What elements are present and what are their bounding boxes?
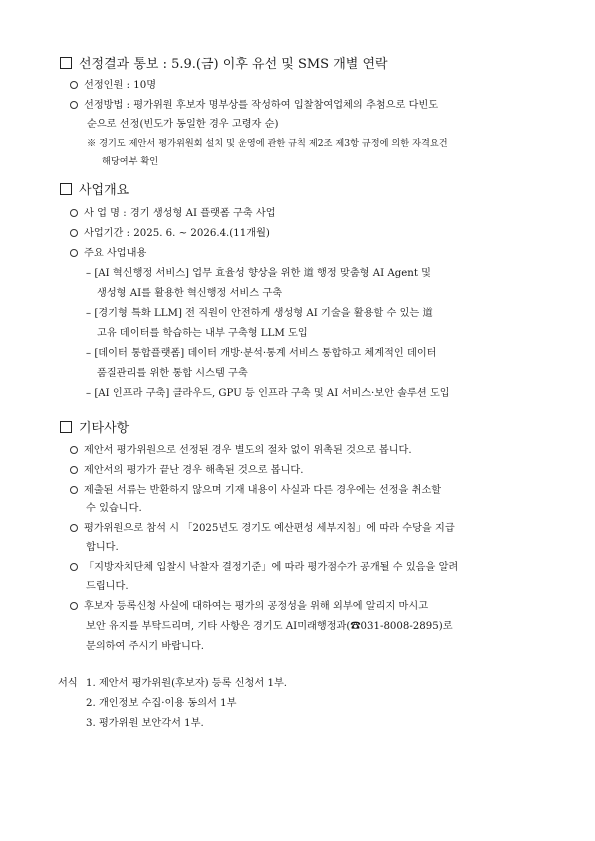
dash-item-continuation: 고유 데이터를 학습하는 내부 구축형 LLM 도입 xyxy=(97,328,308,339)
checkbox-square-icon xyxy=(60,183,72,195)
checkbox-square-icon xyxy=(60,57,72,69)
circle-bullet-icon xyxy=(70,101,78,109)
list-item: 「지방자치단체 입찰시 낙찰자 결정기준」에 따라 평가점수가 공개될 수 있음을 알려 xyxy=(70,561,458,575)
list-item: 사업기간 : 2025. 6. ~ 2026.4.(11개월) xyxy=(70,227,270,241)
list-item-continuation: 보안 유지를 부탁드리며, 기타 사항은 경기도 AI미래행정과(☎031-8008-2895)로 xyxy=(86,621,453,632)
form-item: 1. 제안서 평가위원(후보자) 등록 신청서 1부. xyxy=(86,678,288,689)
circle-bullet-icon xyxy=(70,486,78,494)
dash-item: – [AI 인프라 구축] 클라우드, GPU 등 인프라 구축 및 AI 서비스·보안 솔루션 도입 xyxy=(86,388,450,399)
section-title: 선정결과 통보 : 5.9.(금) 이후 유선 및 SMS 개별 연락 xyxy=(79,57,388,72)
list-item: 평가위원으로 참석 시 「2025년도 경기도 예산편성 세부지침」에 따라 수당을 지급 xyxy=(70,522,455,536)
dash-item: – [AI 혁신행정 서비스] 업무 효율성 향상을 위한 道 행정 맞춤형 AI Agent 및 xyxy=(86,268,431,279)
circle-bullet-icon xyxy=(70,524,78,532)
section-other-matters xyxy=(60,420,129,437)
circle-bullet-icon xyxy=(70,602,78,610)
list-item-continuation: 순으로 선정(빈도가 동일한 경우 고령자 순) xyxy=(87,119,279,130)
list-item-continuation: 수 있습니다. xyxy=(86,503,142,514)
list-item: 후보자 등록신청 사실에 대하여는 평가의 공정성을 위해 외부에 알리지 마시고 xyxy=(70,600,428,614)
list-item: 선정인원 : 10명 xyxy=(70,79,156,93)
list-item-continuation: 합니다. xyxy=(86,542,119,553)
circle-bullet-icon xyxy=(70,209,78,217)
circle-bullet-icon xyxy=(70,563,78,571)
list-item: 주요 사업내용 xyxy=(70,247,146,261)
list-item-continuation: 문의하여 주시기 바랍니다. xyxy=(86,641,204,652)
section-title: 기타사항 xyxy=(79,421,130,436)
forms-label: 서식 xyxy=(58,678,78,689)
circle-bullet-icon xyxy=(70,81,78,89)
note-continuation: 해당여부 확인 xyxy=(102,156,159,167)
dash-item-continuation: 생성형 AI를 활용한 혁신행정 서비스 구축 xyxy=(97,288,283,299)
dash-item: – [경기형 특화 LLM] 전 직원이 안전하게 생성형 AI 기술을 활용할 수 있는 道 xyxy=(86,308,433,319)
section-title: 사업개요 xyxy=(79,183,130,198)
section-business-overview xyxy=(60,182,129,199)
dash-item: – [데이터 통합플랫폼] 데이터 개방·분석·통계 서비스 통합하고 체계적인 데이터 xyxy=(86,348,437,359)
circle-bullet-icon xyxy=(70,249,78,257)
list-item: 제안서의 평가가 끝난 경우 해촉된 것으로 봅니다. xyxy=(70,464,304,478)
dash-item-continuation: 품질관리를 위한 통합 시스템 구축 xyxy=(97,368,248,379)
form-item: 3. 평가위원 보안각서 1부. xyxy=(86,718,204,729)
circle-bullet-icon xyxy=(70,229,78,237)
list-item: 제안서 평가위원으로 선정된 경우 별도의 절차 없이 위촉된 것으로 봅니다. xyxy=(70,444,412,458)
list-item: 제출된 서류는 반환하지 않으며 기재 내용이 사실과 다른 경우에는 선정을 취소할 xyxy=(70,484,441,498)
circle-bullet-icon xyxy=(70,446,78,454)
section-selection-result xyxy=(60,56,388,73)
list-item: 사 업 명 : 경기 생성형 AI 플랫폼 구축 사업 xyxy=(70,207,276,221)
list-item: 선정방법 : 평가위원 후보자 명부상를 작성하여 입찰참여업체의 추첨으로 다빈도 xyxy=(70,99,438,113)
form-item: 2. 개인정보 수집·이용 동의서 1부 xyxy=(86,698,237,709)
list-item-continuation: 드립니다. xyxy=(86,581,129,592)
note: ※ 경기도 제안서 평가위원회 설치 및 운영에 관한 규칙 제2조 제3항 규정에 의한 자격요건 xyxy=(87,138,448,149)
checkbox-square-icon xyxy=(60,421,72,433)
circle-bullet-icon xyxy=(70,466,78,474)
